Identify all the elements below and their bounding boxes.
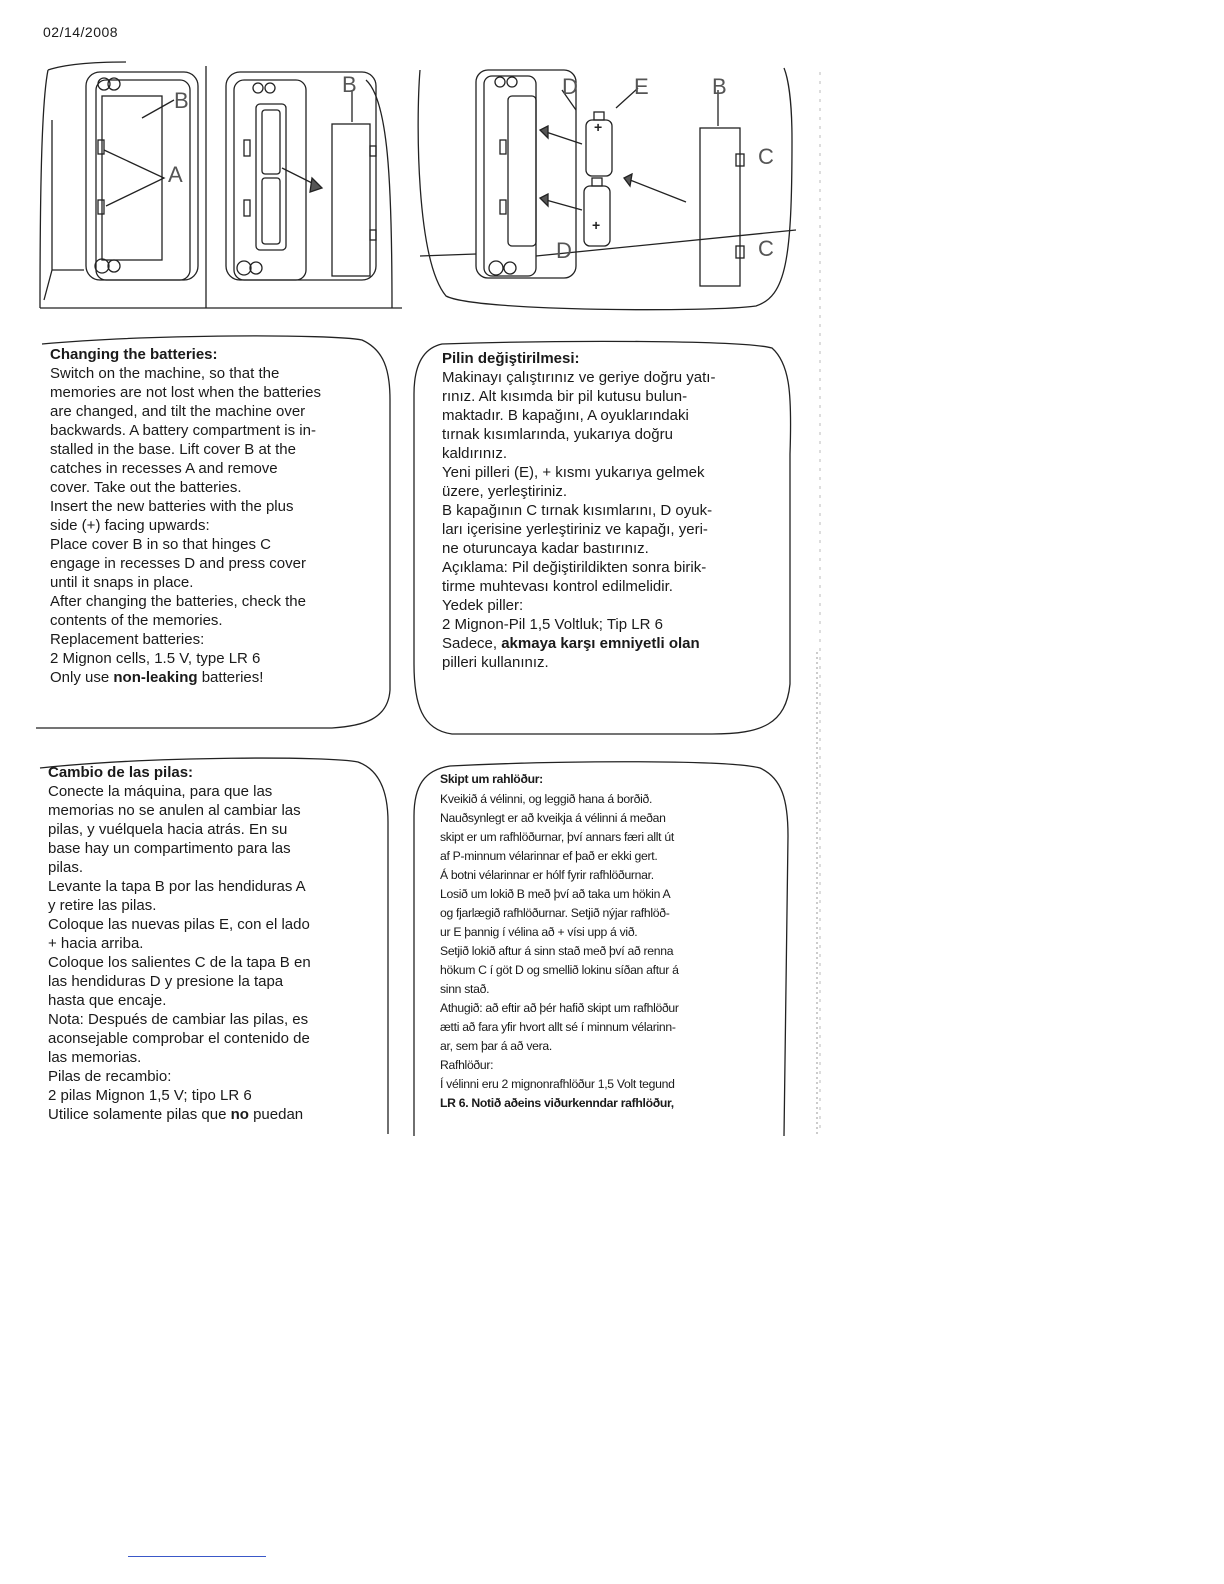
label-b: B <box>712 74 727 99</box>
section-english <box>32 330 394 740</box>
text-line: Í vélinni eru 2 mignonrafhlöður 1,5 Volt tegund <box>440 1077 675 1091</box>
section-heading: Skipt um rahlöður: <box>440 772 543 786</box>
text-line: cover. Take out the batteries. <box>50 479 242 496</box>
section-icelandic <box>410 756 794 1136</box>
text-line: Coloque los salientes C de la tapa B en <box>48 954 311 971</box>
section-heading: Changing the batteries: <box>50 346 218 363</box>
text-line: After changing the batteries, check the <box>50 593 306 610</box>
section-heading: Cambio de las pilas: <box>48 764 194 781</box>
label-d-2: D <box>556 238 572 263</box>
text-line: Setjið lokið aftur á sinn stað með því að renna <box>440 944 674 958</box>
text-line: sinn stað. <box>440 982 490 996</box>
text-line: are changed, and tilt the machine over <box>50 403 306 420</box>
label-e: E <box>634 74 649 99</box>
text-line: Levante la tapa B por las hendiduras A <box>48 878 306 895</box>
text-line: hasta que encaje. <box>48 992 167 1009</box>
text-line: 2 Mignon-Pil 1,5 Voltluk; Tip LR 6 <box>442 616 663 633</box>
text-line: memories are not lost when the batteries <box>50 384 321 401</box>
text-line: skipt er um rafhlöðurnar, því annars færi allt út <box>440 830 674 844</box>
text-line: aconsejable comprobar el contenido de <box>48 1030 310 1047</box>
label-b: B <box>174 88 189 113</box>
text-line: pilas, y vuélquela hacia atrás. En su <box>48 821 288 838</box>
text-line: og fjarlægið rafhlöðurnar. Setjið nýjar rafhlöð- <box>440 906 670 920</box>
text-line: Replacement batteries: <box>50 631 205 648</box>
section-spanish <box>32 752 394 1136</box>
text-line: Sadece, akmaya karşı emniyetli olan <box>442 635 700 652</box>
battery-insert-illustration-right <box>416 60 796 312</box>
text-line: Rafhlöður: <box>440 1058 494 1072</box>
text-line: tirme muhtevası kontrol edilmelidir. <box>442 578 673 595</box>
text-line: Only use non-leaking batteries! <box>50 669 264 686</box>
text-line: ar, sem þar á að vera. <box>440 1039 552 1053</box>
text-line: ur E þannig í vélina að + vísi upp á við. <box>440 925 638 939</box>
section-turkish <box>412 334 794 738</box>
text-line: ne oturuncaya kadar bastırınız. <box>442 540 649 557</box>
text-line: af P-minnum vélarinnar ef það er ekki gert. <box>440 849 658 863</box>
text-line: 2 pilas Mignon 1,5 V; tipo LR 6 <box>48 1087 252 1104</box>
text-line: Á botni vélarinnar er hólf fyrir rafhlöðurnar. <box>440 868 654 882</box>
scan-edge-artifact <box>814 72 824 1134</box>
text-line: las memorias. <box>48 1049 142 1066</box>
text-line: rınız. Alt kısımda bir pil kutusu bulun- <box>442 388 688 405</box>
svg-text:+: + <box>592 217 601 233</box>
label-c-2: C <box>758 236 774 261</box>
label-b-2: B <box>342 72 357 97</box>
text-line: side (+) facing upwards: <box>50 517 210 534</box>
label-c: C <box>758 144 774 169</box>
text-line: catches in recesses A and remove <box>50 460 278 477</box>
text-line: base hay un compartimento para las <box>48 840 291 857</box>
text-line: pilleri kullanınız. <box>442 654 549 671</box>
text-line: Coloque las nuevas pilas E, con el lado <box>48 916 310 933</box>
text-line: contents of the memories. <box>50 612 223 629</box>
text-line: maktadır. B kapağını, A oyuklarındaki <box>442 407 689 424</box>
text-line: LR 6. Notið aðeins viðurkenndar rafhlöður, <box>440 1096 674 1110</box>
text-line: Place cover B in so that hinges C <box>50 536 271 553</box>
text-line: Conecte la máquina, para que las <box>48 783 273 800</box>
text-line: Nauðsynlegt er að kveikja á vélinni á meðan <box>440 811 666 825</box>
text-line: pilas. <box>48 859 84 876</box>
text-line: Utilice solamente pilas que no puedan <box>48 1106 304 1123</box>
text-line: Pilas de recambio: <box>48 1068 172 1085</box>
text-line: B kapağının C tırnak kısımlarını, D oyuk- <box>442 502 713 519</box>
text-line: Insert the new batteries with the plus <box>50 498 294 515</box>
text-line: engage in recesses D and press cover <box>50 555 306 572</box>
text-line: until it snaps in place. <box>50 574 194 591</box>
text-line: stalled in the base. Lift cover B at the <box>50 441 296 458</box>
label-d: D <box>562 74 578 99</box>
text-line: ları içerisine yerleştiriniz ve kapağı, yeri- <box>442 521 708 538</box>
footer-rule <box>128 1556 266 1557</box>
text-line: ætti að fara yfir hvort allt sé í minnum vélarinn- <box>440 1020 676 1034</box>
battery-cover-illustration-left <box>36 60 402 312</box>
text-line: üzere, yerleştiriniz. <box>442 483 568 500</box>
text-line: las hendiduras D y presione la tapa <box>48 973 284 990</box>
text-line: Athugið: að eftir að þér hafið skipt um rafhlöður <box>440 1001 679 1015</box>
text-line: Yeni pilleri (E), + kısmı yukarıya gelmek <box>442 464 705 481</box>
text-line: tırnak kısımlarında, yukarıya doğru <box>442 426 673 443</box>
text-line: Yedek piller: <box>442 597 524 614</box>
text-line: backwards. A battery compartment is in- <box>50 422 316 439</box>
text-line: 2 Mignon cells, 1.5 V, type LR 6 <box>50 650 261 667</box>
label-a: A <box>168 162 183 187</box>
text-line: Nota: Después de cambiar las pilas, es <box>48 1011 309 1028</box>
text-line: Kveikið á vélinni, og leggið hana á borðið. <box>440 792 653 806</box>
section-heading: Pilin değiştirilmesi: <box>442 350 580 367</box>
text-line: Makinayı çalıştırınız ve geriye doğru yatı- <box>442 369 716 386</box>
svg-text:+: + <box>594 119 603 135</box>
text-line: y retire las pilas. <box>48 897 157 914</box>
text-line: Losið um lokið B með því að taka um hökin A <box>440 887 671 901</box>
text-line: Switch on the machine, so that the <box>50 365 280 382</box>
page-date: 02/14/2008 <box>43 24 119 40</box>
text-line: Açıklama: Pil değiştirildikten sonra birik- <box>442 559 707 576</box>
text-line: hökum C í göt D og smellið lokinu síðan aftur á <box>440 963 679 977</box>
text-line: memorias no se anulen al cambiar las <box>48 802 301 819</box>
text-line: + hacia arriba. <box>48 935 144 952</box>
text-line: kaldırınız. <box>442 445 508 462</box>
